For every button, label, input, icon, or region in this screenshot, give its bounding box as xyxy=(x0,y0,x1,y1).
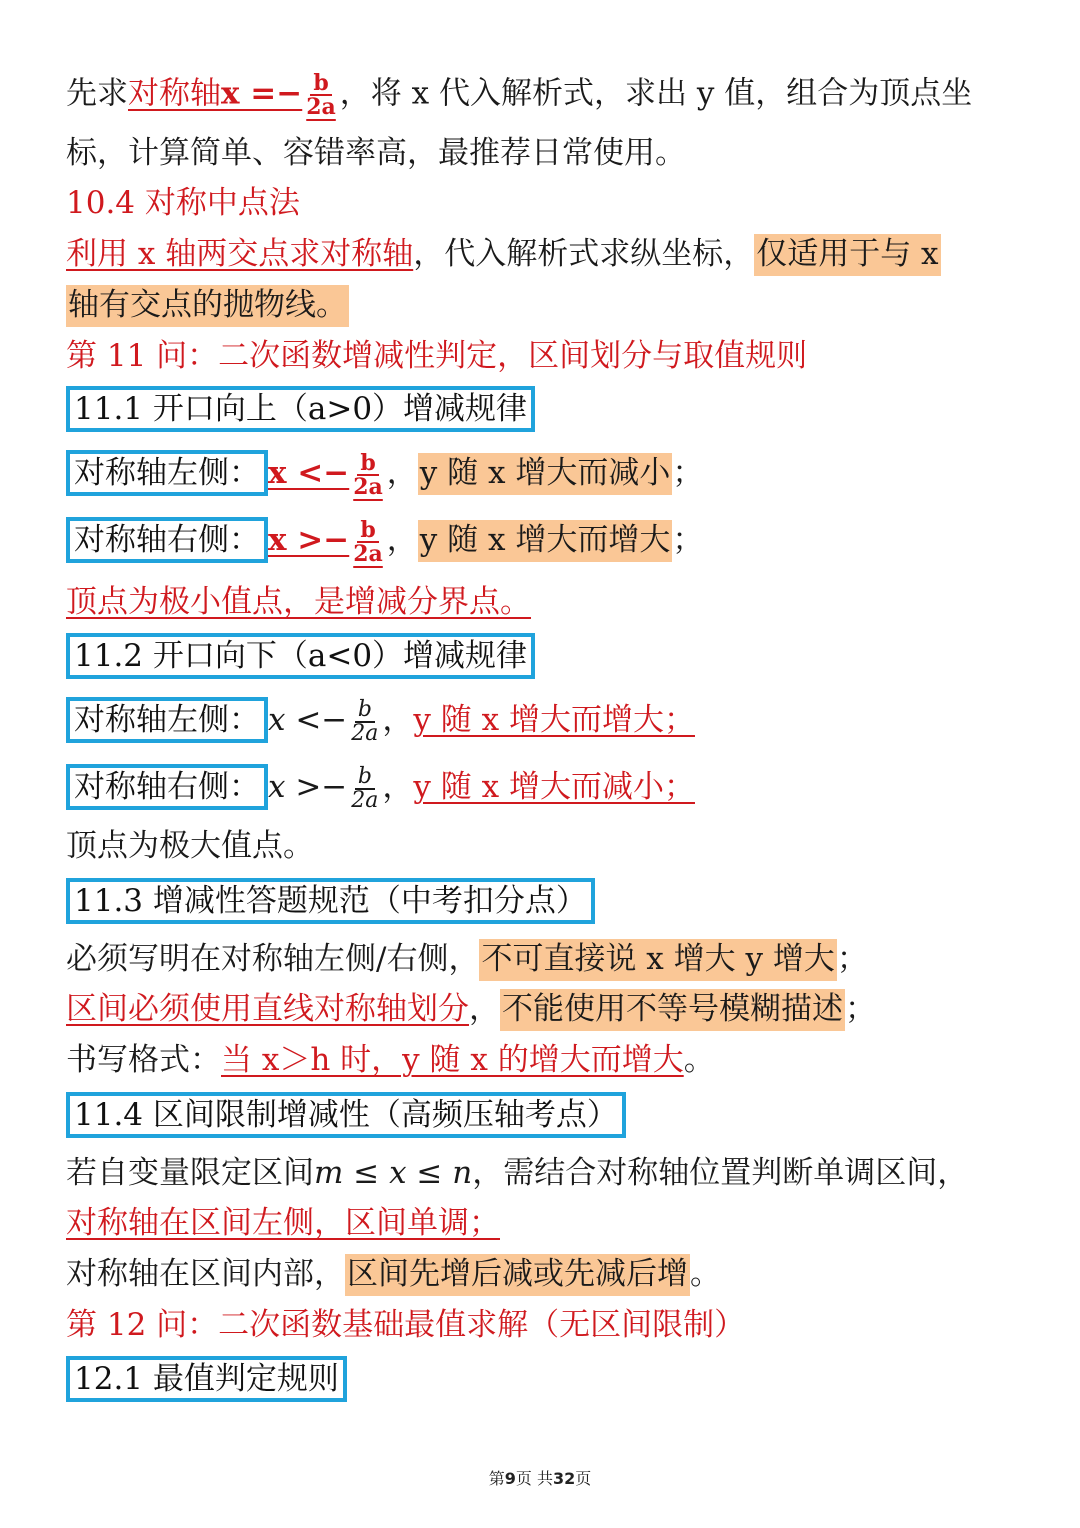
text: ； xyxy=(672,455,704,491)
text: ； xyxy=(836,941,868,977)
note-line: 顶点为极大值点。 xyxy=(66,828,314,864)
label-box: 对称轴左侧： xyxy=(66,697,268,743)
fraction xyxy=(306,72,336,118)
text: 书写格式： xyxy=(66,1042,221,1078)
fraction-numerator: b xyxy=(357,452,378,476)
fraction-denominator: 2a xyxy=(351,787,379,813)
paragraph-line xyxy=(66,285,349,325)
text: ； xyxy=(672,522,704,558)
paragraph-line xyxy=(66,1153,968,1193)
text: ； xyxy=(845,991,876,1027)
key-point: y 随 x 增大而增大； xyxy=(413,702,695,738)
subsection-title xyxy=(66,633,535,679)
highlight: y 随 x 增大而增大 xyxy=(418,520,673,562)
text: 必须写明在对称轴左侧/右侧， xyxy=(66,941,480,977)
rule-line xyxy=(66,697,695,745)
text: 。 xyxy=(690,1256,721,1292)
fraction-denominator: 2a xyxy=(351,720,379,746)
text: ，代入解析式求纵坐标， xyxy=(413,236,755,272)
section-heading: 10.4 对称中点法 xyxy=(66,185,300,221)
paragraph-line: 标，计算简单、容错率高，最推荐日常使用。 xyxy=(66,135,686,171)
formula: x <− xyxy=(268,455,350,491)
text: ，将 x 代入解析式，求出 y 值，组合为顶点坐 xyxy=(339,75,973,112)
note-line: 对称轴在区间左侧，区间单调； xyxy=(66,1205,500,1241)
text: 。 xyxy=(683,1042,715,1078)
fraction xyxy=(351,696,379,746)
highlight: y 随 x 增大而减小 xyxy=(418,453,673,495)
fraction-numerator: b xyxy=(355,766,375,790)
fraction-numerator: b xyxy=(310,72,331,96)
key-point: y 随 x 增大而减小； xyxy=(413,769,695,805)
question-heading: 第 11 问：二次函数增减性判定，区间划分与取值规则 xyxy=(66,338,808,374)
highlight: 轴有交点的抛物线。 xyxy=(66,285,349,327)
subsection-title xyxy=(66,1092,626,1138)
fraction-numerator: b xyxy=(355,699,375,723)
text: ， xyxy=(386,522,418,558)
highlight: 不可直接说 x 增大 y 增大 xyxy=(479,939,836,981)
paragraph-line xyxy=(66,72,972,118)
text: 先求 xyxy=(66,75,128,112)
subsection-title xyxy=(66,1356,347,1402)
text: 若自变量限定区间 xyxy=(66,1155,314,1191)
note-line: 顶点为极小值点，是增减分界点。 xyxy=(66,584,531,620)
question-heading: 第 12 问：二次函数基础最值求解（无区间限制） xyxy=(66,1307,746,1343)
text: ， xyxy=(386,455,418,491)
formula: x =− xyxy=(221,75,303,112)
text: ， xyxy=(469,991,500,1027)
text: ， xyxy=(382,702,414,738)
highlight: 仅适用于与 x xyxy=(754,234,940,276)
formula: m ≤ x ≤ n xyxy=(314,1155,473,1191)
paragraph-line xyxy=(66,234,941,274)
highlight: 不能使用不等号模糊描述 xyxy=(500,989,845,1031)
subsection-box: 12.1 最值判定规则 xyxy=(66,1356,347,1402)
formula: x >− xyxy=(268,769,348,805)
text: 页 共 xyxy=(515,1469,553,1488)
label-box: 对称轴左侧： xyxy=(66,450,268,496)
rule-line xyxy=(66,450,703,498)
rule-line xyxy=(66,517,703,565)
page-footer xyxy=(0,1466,1080,1489)
paragraph-line xyxy=(66,1040,715,1080)
fraction-denominator: 2a xyxy=(353,540,383,567)
highlight: 区间先增后减或先减后增 xyxy=(345,1254,690,1296)
page-total: 32 xyxy=(552,1469,576,1488)
label-box: 对称轴右侧： xyxy=(66,764,268,810)
key-point: 区间必须使用直线对称轴划分 xyxy=(66,991,469,1027)
fraction xyxy=(351,763,379,813)
fraction xyxy=(353,516,383,567)
rule-line xyxy=(66,764,695,812)
subsection-box: 11.3 增减性答题规范（中考扣分点） xyxy=(66,878,595,924)
page-number: 9 xyxy=(504,1469,516,1488)
fraction-numerator: b xyxy=(357,519,378,543)
subsection-box: 11.2 开口向下（a<0）增减规律 xyxy=(66,633,535,679)
label-box: 对称轴右侧： xyxy=(66,517,268,563)
fraction-denominator: 2a xyxy=(353,473,383,500)
text: ，需结合对称轴位置判断单调区间， xyxy=(472,1155,969,1191)
formula: x >− xyxy=(268,522,350,558)
subsection-box: 11.1 开口向上（a>0）增减规律 xyxy=(66,386,535,432)
key-point: 当 x＞h 时，y 随 x 的增大而增大 xyxy=(221,1042,684,1078)
paragraph-line xyxy=(66,1254,721,1294)
text: ， xyxy=(382,769,414,805)
subsection-box: 11.4 区间限制增减性（高频压轴考点） xyxy=(66,1092,626,1138)
formula: x <− xyxy=(268,702,348,738)
fraction-denominator: 2a xyxy=(306,94,336,120)
subsection-title xyxy=(66,878,595,924)
text: 对称轴在区间内部， xyxy=(66,1256,345,1292)
key-point: 利用 x 轴两交点求对称轴 xyxy=(66,236,414,272)
paragraph-line xyxy=(66,989,876,1029)
subsection-title xyxy=(66,386,535,432)
paragraph-line xyxy=(66,939,868,979)
text: 第 xyxy=(488,1469,505,1488)
fraction xyxy=(353,449,383,500)
symmetry-axis-term: 对称轴 xyxy=(128,75,221,112)
text: 页 xyxy=(575,1469,592,1488)
